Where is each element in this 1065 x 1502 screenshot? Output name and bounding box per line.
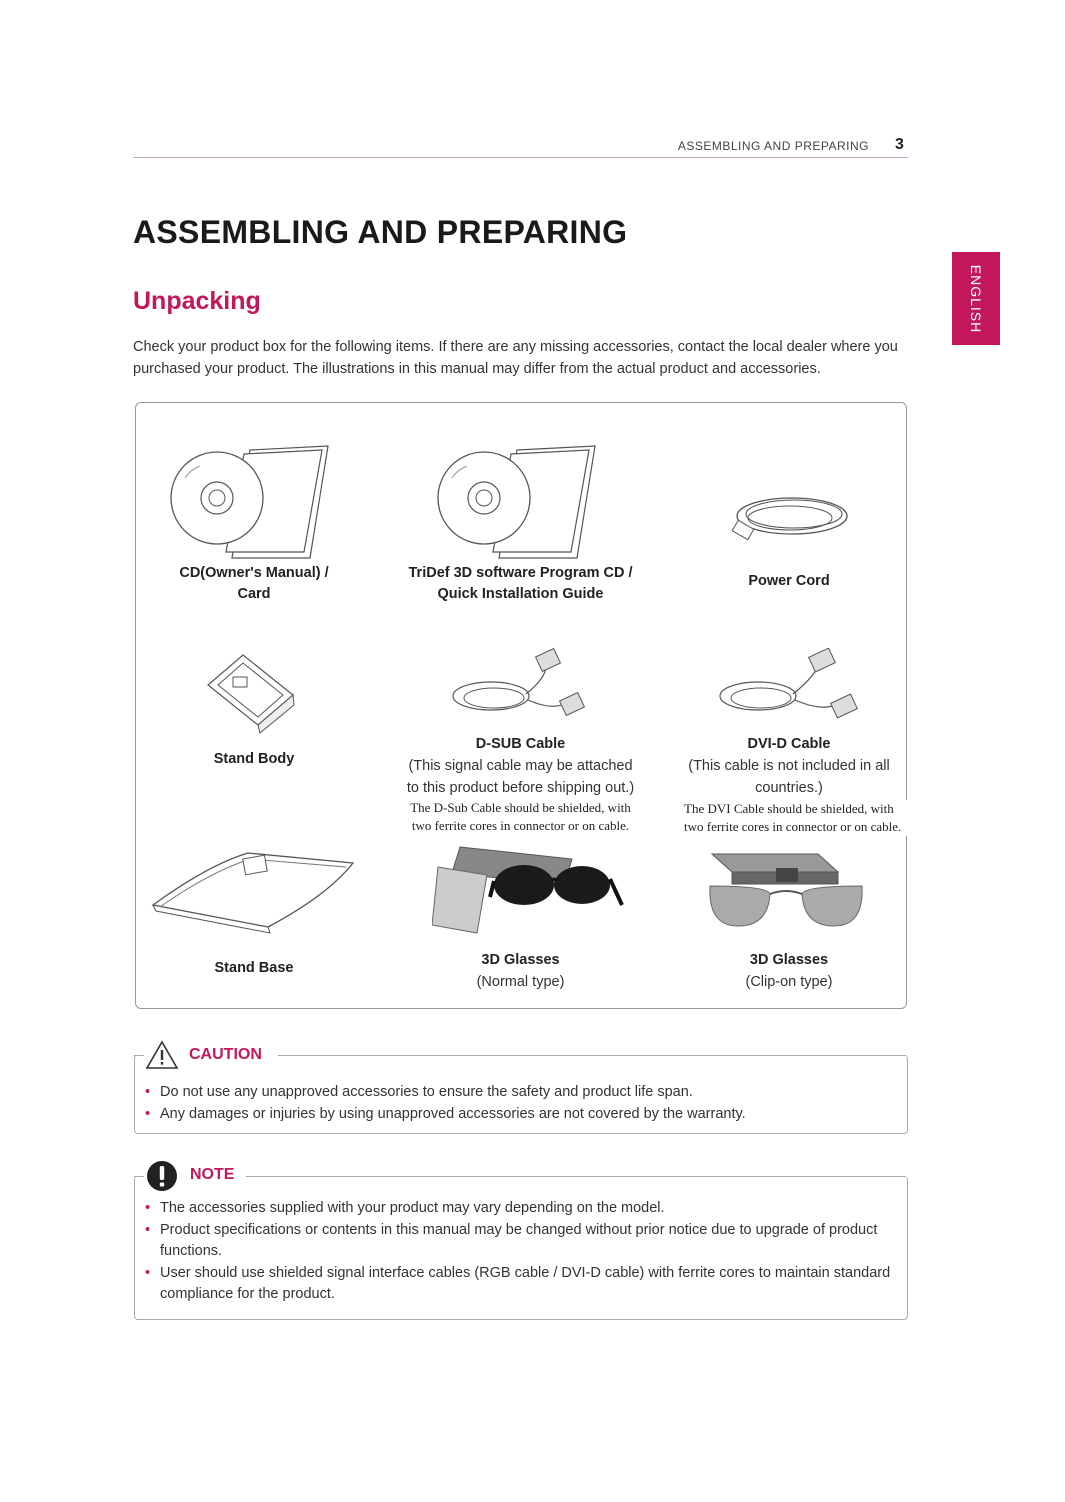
header-rule [133,157,908,158]
note-list [145,1198,895,1306]
dsub-cable-icon [446,648,596,728]
caution-box-top-right [278,1055,906,1056]
intro-paragraph: Check your product box for the following items. If there are any missing accessories, contact the local dealer where you purchased your product. The illustrations in this manual may differ from the actual product and accessories. [133,339,898,377]
dsub-cable-shield-1: The D-Sub Cable should be shielded, with [410,800,631,815]
glasses-normal-label: 3D Glasses [481,952,560,968]
dvid-cable-note-2: countries.) [755,780,823,796]
cd-manual-label-1: CD(Owner's Manual) / [179,565,329,581]
warning-triangle-icon [145,1040,179,1070]
info-exclamation-icon [146,1160,178,1192]
item-trideff-cd [378,563,663,605]
stand-body-label: Stand Body [213,751,295,767]
caution-item: • Any damages or injuries by using unapproved accessories are not covered by the warranty. [145,1104,895,1126]
item-glasses-clip [690,950,888,993]
stand-base-icon [148,845,358,935]
note-item: • Product specifications or contents in this manual may be changed without prior notice due to upgrade of product functions. [145,1220,895,1263]
note-item: • User should use shielded signal interface cables (RGB cable / DVI-D cable) with ferrite cores to maintain standard compliance for the product. [145,1263,895,1306]
dsub-cable-note-1: (This signal cable may be attached [408,758,633,774]
page-number: 3 [895,136,904,153]
dvid-shield-note [672,800,969,836]
glasses-normal-type: (Normal type) [476,974,565,990]
item-power-cord [690,571,888,592]
item-dvid-cable [670,734,908,799]
caution-item: • Do not use any unapproved accessories to ensure the safety and product life span. [145,1082,895,1104]
note-item: • The accessories supplied with your product may vary depending on the model. [145,1198,895,1220]
note-box-top-right [246,1176,906,1177]
item-stand-body [140,749,368,770]
glasses-normal-icon [432,845,632,935]
cd-manual-label-2: Card [237,586,271,602]
dvid-cable-note-1: (This cable is not included in all [688,758,890,774]
glasses-clip-type: (Clip-on type) [745,974,833,990]
page-title: ASSEMBLING AND PREPARING [133,214,628,250]
glasses-clip-icon [706,850,866,930]
dvid-cable-icon [713,648,868,728]
caution-list [145,1082,895,1125]
dsub-cable-label: D-SUB Cable [475,736,566,752]
note-title: NOTE [190,1166,235,1183]
caution-box-top-left [134,1055,144,1056]
running-header: ASSEMBLING AND PREPARING [677,139,869,153]
language-tab-label: ENGLISH [968,264,984,333]
power-cord-label: Power Cord [748,573,830,589]
section-title: Unpacking [133,287,261,315]
item-glasses-normal [378,950,663,993]
caution-title: CAUTION [189,1046,262,1063]
glasses-clip-label: 3D Glasses [749,952,829,968]
stand-body-icon [198,645,303,735]
dvid-cable-shield-1: The DVI Cable should be shielded, with [684,801,894,816]
trideff-cd-icon [437,440,607,560]
dvid-cable-shield-2: two ferrite cores in connector or on cable. [684,819,902,834]
dvid-cable-label: DVI-D Cable [747,736,831,752]
dsub-cable-note-2: to this product before shipping out.) [406,780,635,796]
trideff-cd-label-1: TriDef 3D software Program CD / [408,565,633,581]
item-dsub-cable [378,734,663,835]
note-box-top-left [134,1176,144,1177]
item-stand-base [140,958,368,979]
cd-manual-icon [170,440,340,560]
dsub-cable-shield-2: two ferrite cores in connector or on cable. [411,818,630,833]
trideff-cd-label-2: Quick Installation Guide [437,586,604,602]
item-cd-manual [140,563,368,605]
stand-base-label: Stand Base [214,960,294,976]
language-tab [952,252,1000,345]
power-cord-icon [722,488,852,550]
